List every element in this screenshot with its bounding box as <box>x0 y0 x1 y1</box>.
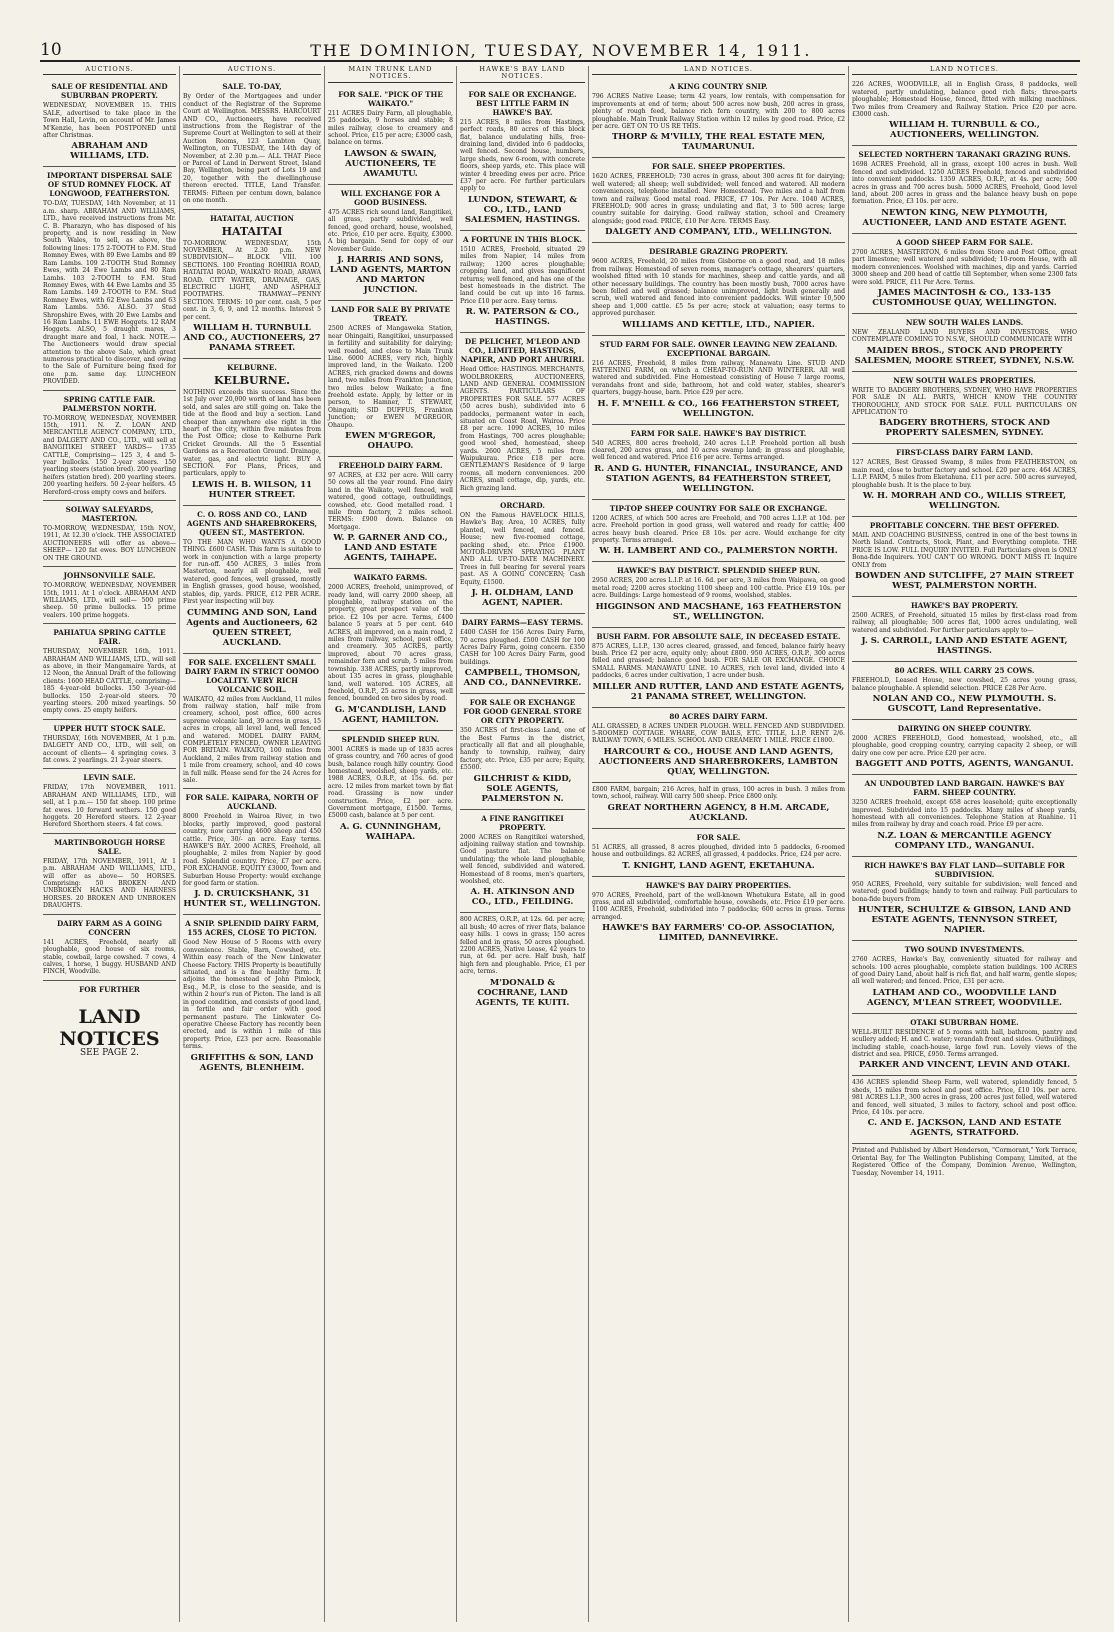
ad-body: 216 ACRES, Freehold, 8 miles from railway, Manawatu Line. STUD AND FATTENING FARM, on which a CHEAP-TO-RUN AND WINTERER. All well watered and subdivided. Fine Homestead consisting of House 7 large rooms, verandahs front and side, bathroom, hot and cold water, stables, shearer's quarters, buggy-house, barn. Price £29 per acre. <box>592 359 845 397</box>
column-header: HAWKE'S BAY LAND NOTICES. <box>460 66 585 83</box>
advertisement <box>183 506 321 654</box>
ad-body: 2000 ACRES, freehold, unimproved, of ready land, will carry 2000 sheep, all ploughable, railway station on the property, great prospect value of the price. £2 10s per acre. Terms, £400 balance 5 years at 5 per cent. 640 ACRES, all improved, on a main road, 2 miles from railway, school, post office, and creamery. 305 ACRES, partly improved, about 70 acres grass, remainder fern and scrub, 5 miles from township. 338 ACRES, partly improved, about 135 acres in grass, ploughable land, well watered. 105 ACRES, all freehold, O.R.P., 25 acres in grass, well fenced, bounded on two sides by road. <box>328 584 453 703</box>
advertisement <box>852 941 1077 1014</box>
ad-body: Good New House of 5 Rooms with every convenience. Stable, Barn, Cowshed, etc. Within easy reach of the New Linkwater Cheese Factory. THIS Property is beautifully situated, and is a fine healthy farm. It adjoins the homestead of John Pimlock, Esq., M.P., is close to the seaside, and is within 2 hour's run of Picton. The land is all in good condition, and consists of good land, in fertile and fair order with good permanent pasture. The Linkwater Co-operative Cheese Factory has recently been erected, and is within 1 mile of this property. Price, £23 per acre. Reasonable terms. <box>183 939 322 1051</box>
ad-heading: C. O. ROSS AND CO., LAND AGENTS AND SHAREBROKERS, QUEEN ST., MASTERTON. <box>186 509 318 537</box>
advertiser-name: T. KNIGHT, LAND AGENT, EKETAHUNA. <box>622 860 815 871</box>
column-header: MAIN TRUNK LAND NOTICES. <box>328 66 453 83</box>
ad-body: 540 ACRES, 800 acres freehold, 240 acres L.I.P. Freehold portion all bush cleared, 200 acres grass, and 10 acres swamp land; in grass and ploughable, well fenced and watered. Price £16 per acre. Terms arranged. <box>592 439 845 462</box>
page-number: 10 <box>40 40 62 60</box>
advertisement <box>183 789 321 915</box>
advertisement <box>852 314 1077 372</box>
advertiser-name: A. H. ATKINSON AND CO., LTD., FEILDING. <box>470 887 575 908</box>
ad-heading: TWO SOUND INVESTMENTS. <box>904 945 1025 955</box>
advertisement <box>328 457 453 569</box>
ad-body: 141 ACRES, Freehold, nearly all ploughable, good house of six rooms, stable, cowbail, large cowshed. 7 cows, 4 calves, 1 horse, 1 buggy. HUSBAND AND FINCH, Woodville. <box>43 938 176 976</box>
ad-heading: DAIRYING ON SHEEP COUNTRY. <box>897 724 1032 734</box>
ad-heading: UPPER HUTT STOCK SALE. <box>53 723 166 733</box>
ad-body: WELL-BUILT RESIDENCE of 5 rooms with hall, bathroom, pantry and scullery added; H. and C. water; verandah front and sides. Outbuildings, including stable, coach-house, large fowl run. Lovely views of the district and sea. PRICE, £950. Terms arranged. <box>852 1028 1077 1058</box>
advertiser-name: CAMPBELL, THOMSON, AND CO., DANNEVIRKE. <box>463 668 582 689</box>
advertisement <box>460 913 585 1012</box>
ad-body: TO-MORROW, WEDNESDAY, NOVEMBER 15th, 1911. At 1 o'clock. ABRAHAM AND WILLIAMS, LTD., will sell— 500 prime sheep. 50 prime bullocks. 15 prime vealers. 100 prime hoggets. <box>43 582 176 619</box>
ad-heading: LAND FOR SALE BY PRIVATE TREATY. <box>331 305 450 324</box>
advertisement <box>43 720 176 770</box>
advertiser-name: HUNTER, SCHULTZE & GIBSON, LAND AND ESTATE AGENTS, TENNYSON STREET, NAPIER. <box>858 905 1071 936</box>
column-1 <box>40 66 180 1622</box>
advertiser-name: GRIFFITHS & SON, LAND AGENTS, BLENHEIM. <box>190 1052 314 1073</box>
ad-heading: MARTINBOROUGH HORSE SALE. <box>54 837 165 856</box>
advertisement <box>43 834 176 915</box>
ad-heading: TIP-TOP SHEEP COUNTRY FOR SALE OR EXCHANGE. <box>609 503 828 513</box>
column-header: LAND NOTICES. <box>592 66 845 75</box>
ad-heading: LEVIN SALE. <box>83 773 136 783</box>
ad-heading: FOR SALE. EXCELLENT SMALL DAIRY FARM IN STRICT OOMOO LOCALITY. VERY RICH VOLCANIC SOIL. <box>184 657 320 694</box>
ad-heading: IMPORTANT DISPERSAL SALE OF STUD ROMNEY FLOCK. AT LONGWOOD, FEATHERSTON. <box>46 171 173 199</box>
advertisement <box>592 336 845 425</box>
ad-body: 97 ACRES, at £32 per acre. Will carry 50 cows all the year round. Fine dairy land in the Waikato, well fenced, well watered, good cottage, outbuildings, cowshed, etc. Good metalled road. 1 mile from factory, 2 miles school. TERMS: £900 down. Balance on Mortgage. <box>328 471 453 531</box>
ad-body: 211 ACRES Dairy Farm, all ploughable, 25 paddocks, 9 horses and stable; 8 miles railway, close to creamery and school. Price, £15 per acre; £3000 cash, balance on terms. <box>328 109 453 147</box>
ad-body: 226 ACRES, WOODVILLE, all in English Grass, 8 paddocks, well watered, partly undulating, balance good rich flats; three-parts ploughable; Homestead House, fenced, fitted with milking machines. Two miles from Creamery and Railway Station. Price £20 per acre. £3000 cash. <box>852 81 1077 119</box>
ad-body: WRITE TO BADGERY BROTHERS, SYDNEY, WHO HAVE PROPERTIES FOR SALE IN ALL PARTS, WHICH KNOW THE COUNTRY THOROUGHLY, AND STOCK FOR SALE. FULL PARTICULARS ON APPLICATION TO <box>852 386 1077 416</box>
ad-heading: DESIRABLE GRAZING PROPERTY. <box>649 247 788 257</box>
advertisement <box>852 1144 1077 1181</box>
ad-heading: FOR SALE. <box>696 832 741 842</box>
advertiser-name: J. D. CRUICKSHANK, 31 HUNTER ST., WELLINGTON. <box>183 889 321 910</box>
ad-heading: SALE OF RESIDENTIAL AND SUBURBAN PROPERTY. <box>51 82 168 101</box>
advertiser-name: HIGGINSON AND MACSHANE, 163 FEATHERSTON ST., WELLINGTON. <box>595 601 842 622</box>
advertiser-name: N.Z. LOAN & MERCANTILE AGENCY COMPANY LTD., WANGANUI. <box>877 830 1052 851</box>
ad-body: MAIL AND COACHING BUSINESS, centred in one of the best towns in North Island. Contracts, Stock, Plant, and Everything complete. THE PRICE IS LOW. FULL INQUIRY INVITED. Full Particulars given is ONLY Bona-fide Inquirers. YOU CAN'T GO WRONG. DON'T MISS IT. Inquire ONLY from <box>852 531 1077 569</box>
ad-heading: AN UNDOUBTED LAND BARGAIN. HAWKE'S BAY FARM. SHEEP COUNTRY. <box>864 779 1065 798</box>
ad-body: 796 ACRES Native Lease; term 42 years, low rentals, with compensation for improvements at end of term; about 500 acres now bush, 200 acres in grass, plenty of rough feed, balance rich fern country, with 200 to 800 acres ploughable. Main Trunk Railway Station within 12 miles by good road. Price, £2 per acre. GET ON TO US RE THIS. <box>592 93 845 131</box>
ad-body: 1620 ACRES, FREEHOLD; 730 acres in grass, about 300 acres fit for dairying; well watered; all sheep; well subdivided; well fenced and watered. All modern conveniences, telephone installed. New Homestead. Two miles and a half from town and railway. Good metal road. PRICE, £7 10s. Per Acre. 1040 ACRES, FREEHOLD; 900 acres in grass; undulating and flat, 3 to 500 acres; large country suitable for dairying. Good railway station, school and Creamery alongside; good road. PRICE, £10 Per Acre. TERMS Easy. <box>592 173 845 225</box>
ad-body: FRIDAY, 17th NOVEMBER, 1911, At 1 p.m. ABRAHAM AND WILLIAMS, LTD., will offer as above— 50 HORSES. Comprising: 50 BROKEN AND UNBROKEN HACKS AND HARNESS HORSES. 20 BROKEN AND UNBROKEN DRAUGHTS. <box>43 857 176 910</box>
ad-body: £400 CASH for 156 Acres Dairy Farm, 70 acres ploughed. £500 CASH for 100 Acres Dairy Farm, going concern. £350 CASH for 100 Acres Dairy Farm, good buildings. <box>460 629 585 666</box>
ad-body: THURSDAY, NOVEMBER 16th, 1911. ABRAHAM AND WILLIAMS, LTD., will sell as above, in their Mangamaire Yards, at 12 Noon, the Annual Draft of the following clients: 1600 HEAD CATTLE, comprising— 185 4-year-old bullocks. 150 3-year-old bullocks. 150 2-year-old steers. 70 yearling steers. 200 mixed yearlings. 50 empty cows. 25 empty heifers. <box>43 648 176 715</box>
ad-body: By Order of the Mortgagees and under conduct of the Registrar of the Supreme Court at Wellington. MESSRS. HARCOURT AND CO., Auctioneers, have received instructions from the Registrar of the Supreme Court at Wellington to sell at their Auction Rooms, 123 Lambton Quay, Wellington, on TUESDAY, the 14th day of November, at 2.30 p.m.— ALL THAT Piece or Parcel of Land in Derwent Street, Island Bay, Wellington, being part of Lots 19 and 20, together with the dwellinghouse thereon erected. TITLE, Land Transfer. TERMS: Fifteen per centum down, balance on one month. <box>183 93 321 205</box>
advertisement <box>183 210 321 359</box>
ad-body: Head Office: HASTINGS. MERCHANTS, WOOLBROKERS, AUCTIONEERS, LAND AND GENERAL COMMISSION AGENTS. PARTICULARS OF PROPERTIES FOR SALE. 577 ACRES (50 acres bush), subdivided into 6 paddocks, permanent water in each, situated on Coast Road, Wairoa. Price £8 per acre. 1090 ACRES, 10 miles from Hastings, 700 acres ploughable; good wool shed, homestead, sheep yards. 2600 ACRES, 5 miles from Waipukurau. Price £18 per acre. GENTLEMAN'S Residence of 9 large rooms, all modern conveniences. 200 ACRES, small cottage, dip, yards, etc. Rich grazing land. <box>460 366 585 492</box>
ad-heading: WAIKATO FARMS. <box>353 573 428 583</box>
advertisement <box>852 775 1077 857</box>
ad-body: 475 ACRES rich sound land, Rangitikei, all grass, partly subdivided, well fenced, good orchard, house, woolshed, etc. Price, £10 per acre. Equity, £3000. A big bargain. Send for copy of our November Guide. <box>328 208 453 253</box>
advertiser-name: MILLER AND RUTTER, LAND AND ESTATE AGENTS, 21 PANAMA STREET, WELLINGTON. <box>592 681 845 702</box>
advertisement <box>183 915 321 1077</box>
advertisement <box>460 231 585 333</box>
ad-heading: A GOOD SHEEP FARM FOR SALE. <box>896 237 1033 247</box>
ad-display-heading: KELBURNE. <box>214 373 290 387</box>
ad-body: 2950 ACRES, 200 acres L.I.P. at 16. 6d. per acre, 3 miles from Waipawa, on good metal road; 2200 acres stocking 1100 sheep and 100 cattle. Price £19 10s. per acre. Buildings: Large homestead of 9 rooms, woolshed, stables. <box>592 577 845 600</box>
advertiser-name: J. H. OLDHAM, LAND AGENT, NAPIER. <box>471 588 574 609</box>
column-6 <box>849 66 1080 1622</box>
advertisement <box>43 501 176 567</box>
advertisement <box>460 497 585 614</box>
ad-heading: SPLENDID SHEEP RUN. <box>341 734 440 744</box>
ad-body: 51 ACRES, all grassed, 8 acres ploughed, divided into 5 paddocks, 6-roomed house and outbuildings. 82 ACRES, all grassed, 4 paddocks. Price, £24 per acre. <box>592 843 845 859</box>
ad-body: WEDNESDAY, NOVEMBER 15. THIS SALE, advertised to take place in the Town Hall, Levin, on account of Mr. James M'Kenzie, has been POSTPONED until after Christmas. <box>43 102 176 140</box>
ad-heading: FOR SALE. KAIPARA, NORTH OF AUCKLAND. <box>185 793 319 812</box>
advertisement <box>328 301 453 457</box>
ad-body: 1200 ACRES, of which 500 acres are Freehold, and 700 acres L.I.P. at 10d. per acre. Freehold portion in good grass, well watered and ready for cattle; 400 acres heavy bush cleared. Price £8 10s. per acre. Would exchange for city property. Terms arranged. <box>592 514 845 544</box>
ad-heading: A FINE RANGITIKEI PROPERTY. <box>481 813 564 832</box>
advertisement <box>852 857 1077 941</box>
ad-body: 127 ACRES, Best Grassed Swamp, 8 miles from FEATHERSTON, on main road, close to butter factory and school. £20 per acre. 464 ACRES, L.I.P. FARM, 5 miles from Eketahuna. £11 per acre. 500 acres surveyed, ploughable bush. It is the place to buy. <box>852 459 1077 489</box>
ad-body: ON the Famous HAVELOCK HILLS, Hawke's Bay, Area, 10 ACRES, fully planted, well fenced, and fenced. House; new five-roomed cottage, packing shed, etc. Price £1900. MOTOR-DRIVEN SPRAYING PLANT AND ALL UP-TO-DATE MACHINERY. Trees in full bearing for several years past. AS A GOING CONCERN; Cash Equity, £1500. <box>460 512 585 586</box>
ad-body: 436 ACRES splendid Sheep Farm, well watered, splendidly fenced, 5 sheds, 15 miles from school and post office. Price, £10 10s. per acre. 981 ACRES L.I.P., 300 acres in grass, 200 acres just felled, well watered and fenced, well situated, 3 miles to factory, school and post office. Price, £4 10s. per acre. <box>852 1079 1077 1116</box>
advertiser-name: ABRAHAM AND WILLIAMS, LTD. <box>70 141 149 162</box>
ad-body: 8000 Freehold in Wairoa River, in two blocks, partly improved, good pastoral country, now carrying 4600 sheep and 450 cattle. Price, 30/- an acre. Easy terms. HAWKE'S BAY. 2000 ACRES, Freehold, all ploughable, 2 miles from Napier by good road. Splendid country. Price, £7 per acre. FOR EXCHANGE. EQUITY £3000, Town and Suburban House Property: would exchange for good farm or station. <box>183 813 321 888</box>
advertisement <box>460 614 585 694</box>
advertiser-name: WILLIAM H. TURNBULL AND CO., AUCTIONEERS, 27 PANAMA STREET. <box>183 322 321 353</box>
advertiser-name: LUNDON, STEWART, & CO., LTD., LAND SALESMEN, HASTINGS. <box>464 194 581 225</box>
advertisement <box>592 562 845 627</box>
ad-heading: A FORTUNE IN THIS BLOCK. <box>463 234 582 244</box>
column-3 <box>325 66 457 1622</box>
ad-heading: 80 ACRES DAIRY FARM. <box>669 711 768 721</box>
advertiser-name: J. HARRIS AND SONS, LAND AGENTS, MARTON AND MARTON JUNCTION. <box>329 255 452 296</box>
ad-heading: FIRST-CLASS DAIRY FARM LAND. <box>896 448 1033 458</box>
advertisement <box>852 234 1077 314</box>
advertiser-name: BADGERY BROTHERS, STOCK AND PROPERTY SALESMEN, SYDNEY. <box>879 418 1050 439</box>
advertisement <box>43 78 176 167</box>
advertisement <box>592 243 845 335</box>
ad-heading: SPRING CATTLE FAIR. PALMERSTON NORTH. <box>62 394 157 413</box>
ad-heading: SELECTED NORTHERN TARANAKI GRAZING RUNS. <box>858 150 1071 160</box>
ad-heading: PROFITABLE CONCERN. THE BEST OFFERED. <box>869 520 1060 530</box>
ad-heading: A KING COUNTRY SNIP. <box>669 82 768 92</box>
ad-body: TO-MORROW, WEDNESDAY, 15th NOV., 1911, At 12.30 o'clock. THE ASSOCIATED AUCTIONEERS will offer as above— SHEEP— 120 fat ewes. BOY LUNCHEON ON THE GROUND. <box>43 525 176 562</box>
advertiser-name: R. AND G. HUNTER, FINANCIAL, INSURANCE, AND STATION AGENTS, 84 FEATHERSTON STREET, WELLINGTON. <box>594 463 843 494</box>
ad-heading: SALE. TO-DAY, <box>222 82 282 92</box>
ad-heading: JOHNSONVILLE SALE. <box>63 571 156 581</box>
ad-body: 3250 ACRES freehold, except 658 acres leasehold; quite exceptionally improved. Subdivided into 15 paddocks. Many miles of sheep yards, homestead with all conveniences. Telephone Station at Ruahine. 11 miles from railway by dray and coach road. Price £9 per acre. <box>852 799 1077 829</box>
advertiser-name: JAMES MACINTOSH & CO., 133-135 CUSTOMHOUSE QUAY, WELLINGTON. <box>872 287 1057 308</box>
ad-body: £800 FARM, bargain; 216 Acres, half in grass, 100 acres in bush. 3 miles from town, school, railway. Will carry 500 sheep. Price £800 only. <box>592 785 845 801</box>
advertisement <box>43 981 176 1060</box>
advertisement <box>183 654 321 790</box>
ad-body: TO THE MAN WHO WANTS A GOOD THING. £600 CASH. This farm is suitable to work in conjunction with a large property for run-off. 450 ACRES, 3 miles from Masterton, nearly all ploughable, well watered, good fences, well grassed, mostly in English grasses, good house, woolshed, stables, dip, yards. PRICE, £12 PER ACRE. First year inspecting will buy. <box>183 538 321 606</box>
ad-heading: A SNIP. SPLENDID DAIRY FARM, 155 ACRES, CLOSE TO PICTON. <box>185 919 319 938</box>
ad-heading: 80 ACRES. WILL CARRY 25 COWS. <box>894 666 1035 676</box>
advertisement <box>460 810 585 914</box>
ad-body: NOTHING exceeds this success. Since the 1st July over 20,000 worth of land has been sold, and sales are still going on. Take the tide at the flood and buy a section. Land cheaper than anywhere else right in the heart of the city, within five minutes from the Post Office; close to Kelburne Park Cricket Grounds. All the 5 Essential Gardens as a Recreation Ground. Drainage, water, gas, and electric light. BUY A SECTION. For Plans, Prices, and particulars, apply to <box>183 388 321 478</box>
advertiser-name: NEWTON KING, NEW PLYMOUTH, AUCTIONEER, LAND AND ESTATE AGENT. <box>862 207 1067 228</box>
ad-body: 9600 ACRES, Freehold, 20 miles from Gisborne on a good road, and 18 miles from railway. Homestead of seven rooms, manager's cottage, shearers' quarters, woolshed fitted with 10 stands for machines, sheep and cattle yards, and all other necessary buildings. The country has been mostly bush, 7000 acres have been felled and well grassed; balance unimproved, light bush generally and scrub, well watered and fenced into convenient paddocks. Will winter 10,500 sheep and 1,000 cattle. £5 5s per acre; stock at valuation; easy terms to approved purchaser. <box>592 258 845 318</box>
advertiser-name: GILCHRIST & KIDD, SOLE AGENTS, PALMERSTON N. <box>473 773 572 804</box>
ad-body: 2000 ACRES FREEHOLD, Good homestead, woolshed, etc., all ploughable, good cropping country, carrying capacity 2 sheep, or will dairy one cow per acre. Price £20 per acre. <box>852 735 1077 757</box>
advertiser-name: C. AND E. JACKSON, LAND AND ESTATE AGENTS, STRATFORD. <box>867 1118 1062 1139</box>
advertiser-name: WILLIAM H. TURNBULL & CO., AUCTIONEERS, WELLINGTON. <box>889 120 1040 141</box>
advertisement <box>592 425 845 500</box>
advertisement <box>592 708 845 783</box>
ad-body: 2500 ACRES of Mangaweka Station, near Ohingaiti, Rangitikei, unsurpassed in fertility and suitability for dairying; well roaded, and close to Main Trunk Line. 6000 ACRES, very rich, highly improved land, in the Waikato. 1200 ACRES, rich gracked downs and downs land, two miles from Frankton Junction, two miles below Waikato; a fine freehold estate. Apply, by letter or in person, to Hamner, T. STEWART, Ohingaiti; SID DUFFUS, Frankton Junction; or EWEN M'GREGOR, Ohaupo. <box>328 325 453 429</box>
advertiser-name: CUMMING AND SON, Land Agents and Auctioneers, 62 QUEEN STREET, AUCKLAND. <box>186 607 318 648</box>
ad-body: 2000 ACRES on Rangitikei watershed, adjoining railway station and township. Good pasture flat. The balance undulating; the whole land ploughable, well fenced, subdivided and watered. Homestead of 8 rooms, men's quarters, woolshed, etc. <box>460 833 585 885</box>
ad-body: TO-MORROW, WEDNESDAY, NOVEMBER 15th, 1911. N. Z. LOAN AND MERCANTILE AGENCY COMPANY, LTD., and DALGETY AND CO., LTD., will sell at BANGITIKEI STREET YARDS— 1735 CATTLE, Comprising— 125 3, 4 and 5-year bullocks. 150 2-year steers. 150 yearling steers (station bred). 200 yearling heifers (station bred). 200 yearling steers. 200 yearling heifers. 50 2-year heifers. 45 Hereford-cross empty cows and heifers. <box>43 414 176 496</box>
ad-body: 2500 ACRES, of Freehold, situated 15 miles by first-class road from railway, all ploughable; 500 acres flat, 1000 acres undulating, well watered and subdivided. For further particulars apply to— <box>852 612 1077 634</box>
advertisement <box>460 86 585 231</box>
ad-body: 1510 ACRES, Freehold, situated 29 miles from Napier, 14 miles from railway; 1200 acres ploughable; cropping land, and gives magnificent returns; well fenced, and has one of the best homesteads in the district. The land could be cut up into 16 farms. Price £10 per acre. Easy terms. <box>460 245 585 305</box>
advertisement <box>592 500 845 563</box>
advertiser-name: W. H. LAMBERT AND CO., PALMERSTON NORTH. <box>599 546 838 557</box>
advertisement <box>852 1014 1077 1077</box>
ad-heading: BUSH FARM. FOR ABSOLUTE SALE, IN DECEASED ESTATE. <box>596 631 841 641</box>
column-header: LAND NOTICES. <box>852 66 1077 75</box>
advertisement <box>183 359 321 506</box>
ad-heading: KELBURNE. <box>227 362 277 372</box>
ad-heading: FOR SALE OR EXCHANGE. BEST LITTLE FARM IN HAWKE'S BAY. <box>468 89 577 117</box>
advertiser-name: BOWDEN AND SUTCLIFFE, 27 MAIN STREET WEST, PALMERSTON NORTH. <box>855 571 1074 591</box>
ad-body: ALL GRASSED, 8 ACRES UNDER PLOUGH. WELL FENCED AND SUBDIVIDED. 5-ROOMED COTTAGE. WHARE, COW BAILS, ETC. TITLE, L.I.P. RENT 2/6. RAILWAY TOWN, 6 MILES. SCHOOL AND CREAMERY 1 MILE. PRICE £1800. <box>592 722 845 745</box>
advertisement <box>328 86 453 185</box>
advertisement <box>852 146 1077 233</box>
advertiser-name: THORP & M'VILLY, THE REAL ESTATE MEN, TAUMARUNUI. <box>611 132 825 153</box>
advertiser-name: NOLAN AND CO., NEW PLYMOUTH. S. GUSCOTT, Land Representative. <box>872 694 1057 715</box>
advertisement <box>328 569 453 731</box>
ad-heading: PAHIATUA SPRING CATTLE FAIR. <box>53 628 166 647</box>
ad-heading: FOR SALE. SHEEP PROPERTIES. <box>652 162 785 172</box>
ad-body: Printed and Published by Albert Henderson, "Cormorant," York Terrace, Oriental Bay, for The Wellington Publishing Company, Limited, at the Registered Office of the Company, Dominion Avenue, Wellington, Tuesday, November 14, 1911. <box>852 1147 1077 1177</box>
ad-heading: FOR SALE. "PICK OF THE WAIKATO." <box>338 89 443 108</box>
advertisement <box>328 731 453 847</box>
advertiser-name: M'DONALD & COCHRANE, LAND AGENTS, TE KUITI. <box>475 977 570 1008</box>
ad-body: 350 ACRES of first-class Land, one of the Best Farms in the district, practically all flat and all ploughable, handy to township, railway, dairy factory, etc. Price, £35 per acre; Equity, £5500. <box>460 727 585 772</box>
ad-body: SEE PAGE 2. <box>79 1047 140 1058</box>
advertisement <box>592 158 845 243</box>
land-notices-display: LAND NOTICES <box>59 1005 160 1050</box>
advertiser-name: LAWSON & SWAIN, AUCTIONEERS, TE AWAMUTU. <box>344 148 437 179</box>
advertiser-name: DALGETY AND COMPANY, LTD., WELLINGTON. <box>605 227 832 238</box>
ad-heading: DE PELICHET, M'LEOD AND CO., LIMITED, HASTINGS, NAPIER, AND PORT AHURIRI. <box>460 337 585 365</box>
ad-display-heading: HATAITAI <box>221 224 283 238</box>
advertisement <box>43 624 176 720</box>
advertiser-name: G. M'CANDLISH, LAND AGENT, HAMILTON. <box>334 704 447 725</box>
ad-heading: FREEHOLD DAIRY FARM. <box>338 460 443 470</box>
ad-heading: OTAKI SUBURBAN HOME. <box>910 1017 1019 1027</box>
advertiser-name: J. S. CARROLL, LAND AND ESTATE AGENT, HASTINGS. <box>861 636 1068 657</box>
advertiser-name: LATHAM AND CO., WOODVILLE LAND AGENCY, M'LEAN STREET, WOODVILLE. <box>867 987 1062 1008</box>
ad-body: 2700 ACRES, MASTERTON, 6 miles from Store and Post Office, great part limestone; well watered and subdivided; 10-room House, with all modern conveniences. Woolshed with machines, dip and yards. Carried 3000 sheep and 200 head of cattle till September, when some 2300 fats were sold. PRICE, £11 Per Acre. Terms. <box>852 248 1077 286</box>
ad-body: 3001 ACRES is made up of 1835 acres of grass country, and 760 acres of good bush, balance rough hilly country. Good homestead, woolshed, sheep yards, etc. 1988 ACRES, O.R.P., at 15s. 6d. per acre. 12 miles from market town by flat road. Grassing is now under construction. Price, £2 per acre. Government mortgage, £1500. Terms, £5000 cash, balance at 5 per cent. <box>328 745 453 820</box>
ad-body: THURSDAY, 16th NOVEMBER, At 1 p.m. DALGETY AND CO., LTD., will sell, on account of clients— 4 springing cows. 3 fat cows. 2 yearlings. 21 2-year steers. <box>43 734 176 764</box>
advertisement <box>592 628 845 708</box>
ad-body: 970 ACRES, Freehold, part of the well-known Whetukura Estate, all in good grass, and all subdivided, comfortable house, cowsheds, etc. Price £19 per acre. 1100 ACRES, Freehold, subdivided into 7 paddocks; 600 acres in grass. Terms arranged. <box>592 891 845 921</box>
ad-heading: HAWKE'S BAY DISTRICT. SPLENDID SHEEP RUN. <box>617 566 820 576</box>
ad-body: TO-MORROW. WEDNESDAY, 15th NOVEMBER, At 2.30 p.m. NEW SUBDIVISION— BLOCK VIII. 100 SECTIONS. 100 Fronting ROHIRIA ROAD, HATAITAI ROAD, WAIKATO ROAD, ARAWA ROAD. CITY WATER, DRAINAGE, GAS, ELECTRIC LIGHT, AND ASPHALT FOOTPATHS. TRAMWAY—PENNY SECTION. TERMS: 10 per cent. cash, 5 per cent. in 3, 6, 9, and 12 months. Interest 5 per cent. <box>183 239 321 321</box>
advertiser-name: BAGGETT AND POTTS, AGENTS, WANGANUI. <box>855 759 1074 770</box>
ad-body: FRIDAY, 17th NOVEMBER, 1911. ABRAHAM AND WILLIAMS, LTD., will sell, at 1 p.m.— 150 fat sheep. 100 prime fat ewes. 10 forward wethers. 150 good hoggets. 20 Hereford steers. 12 2-year Hereford Shorthorn steers. 4 fat cows. <box>43 784 176 829</box>
ad-body: NEW ZEALAND LAND BUYERS AND INVESTORS, WHO CONTEMPLATE COMING TO N.S.W., SHOULD COMMUNICATE WITH <box>852 328 1077 344</box>
newspaper-title: THE DOMINION, TUESDAY, NOVEMBER 14, 1911. <box>310 41 812 60</box>
advertisement <box>43 769 176 833</box>
ad-body: 215 ACRES, 8 miles from Hastings, perfect roads, 80 acres of this block flat, balance undulating hills, free-draining land, divided into 6 paddocks, well fenced. Second house, numbers, large sheds, new 6-room, with concrete floors, sheep yards, etc. This place will winter 4 breeding ewes per acre. Price £37 per acre. For further particulars apply to <box>460 118 585 193</box>
advertiser-name: EWEN M'GREGOR, OHAUPO. <box>345 430 436 451</box>
advertiser-name: PARKER AND VINCENT, LEVIN AND OTAKI. <box>858 1060 1071 1071</box>
advertiser-name: W. H. MORRAH AND CO., WILLIS STREET, WELLINGTON. <box>862 490 1067 511</box>
advertisement <box>852 662 1077 720</box>
ad-body: FREEHOLD, Leased House, new cowshed, 25 acres young grass, balance ploughable. A splendid selection. PRICE £28 Per Acre. <box>852 677 1077 692</box>
ad-heading: HATAITAI, AUCTION <box>210 213 294 223</box>
advertisement <box>43 391 176 501</box>
ad-heading: HAWKE'S BAY DAIRY PROPERTIES. <box>645 880 792 890</box>
advertisement <box>852 372 1077 445</box>
advertisement <box>43 167 176 390</box>
advertiser-name: A. G. CUNNINGHAM, WAIHAPA. <box>339 821 442 842</box>
ad-heading: DAIRY FARM AS A GOING CONCERN <box>56 918 163 937</box>
advertiser-name: LEWIS H. B. WILSON, 11 HUNTER STREET. <box>191 479 313 500</box>
advertisement <box>852 444 1077 517</box>
advertisement <box>852 597 1077 662</box>
ad-body: TO-DAY, TUESDAY, 14th November, at 11 a.m. sharp. ABRAHAM AND WILLIAMS, LTD., have received instructions from Mr. C. B. Pharazyn, who has disposed of his property, and is now residing in New South Wales, to sell, as above, the following lines: 175 2-TOOTH to F.M. Stud Romney Ewes, with 89 Ewe Lambs and 89 Ram Lambs. 109 2-TOOTH Stud Romney Ewes, with 24 Ewe Lambs and 80 Ram Lambs. 103 2-TOOTH to F.M. Stud Romney Ewes, with 44 Ewe Lambs and 35 Ram Lambs. 149 2-TOOTH to F.M. Stud Romney Ewes, with 62 Ewe Lambs and 63 Ram Lambs. 536. ALSO. 37 Stud Shropshire Ewes, with 20 Ewe Lambs and 16 Ram Lambs. 11 EWE Hoggets. 12 RAM Hoggets. ALSO, 5 draught mares, 3 draught mare and foal, 1 hack. NOTE.—The Auctioneers would draw special attention to the above Sale, which great numerous practical to discover, and owing to the Sale of Furniture being fixed for one p.m. same day. LUNCHEON PROVIDED. <box>43 200 176 386</box>
column-2 <box>180 66 325 1622</box>
ad-heading: FOR SALE OR EXCHANGE FOR GOOD GENERAL STORE OR CITY PROPERTY. <box>463 698 582 726</box>
advertisement <box>460 333 585 497</box>
advertiser-name: H. F. M'NEILL & CO., 166 FEATHERSTON STREET, WELLINGTON. <box>597 398 840 419</box>
advertiser-name: WILLIAMS AND KETTLE, LTD., NAPIER. <box>622 319 815 330</box>
ad-body: 875 ACRES, L.I.P., 130 acres cleared, grassed, and fenced, balance fairly heavy bush. Price £2 per acre, equity only; about £800. 950 ACRES, O.R.P., 300 acres felled and grassed; balance good bush. FOR SALE OR EXCHANGE. CHOICE SMALL FARMS. MANAWATU LINE. 10 ACRES, rich level land, divided into 4 paddocks, 6 acres under cultivation, 1 acre under bush. <box>592 642 845 680</box>
ad-heading: NEW SOUTH WALES LANDS. <box>905 317 1024 327</box>
advertisement <box>43 915 176 981</box>
column-header: AUCTIONS. <box>43 66 176 75</box>
advertisement <box>852 720 1077 775</box>
advertisement <box>852 1076 1077 1144</box>
advertisement <box>592 877 845 949</box>
ad-heading: FOR FURTHER <box>79 984 140 994</box>
ad-heading: RICH HAWKE'S BAY FLAT LAND—SUITABLE FOR SUBDIVISION. <box>864 860 1065 879</box>
column-header: AUCTIONS. <box>183 66 321 75</box>
advertisement <box>852 78 1077 146</box>
advertisement <box>852 517 1077 597</box>
ad-heading: ORCHARD. <box>500 501 545 511</box>
advertiser-name: R. W. PATERSON & CO., HASTINGS. <box>465 307 580 328</box>
advertisement <box>592 783 845 829</box>
ad-heading: WILL EXCHANGE FOR A GOOD BUSINESS. <box>340 188 441 207</box>
ad-heading: NEW SOUTH WALES PROPERTIES. <box>893 375 1036 385</box>
ad-heading: FARM FOR SALE. HAWKE'S BAY DISTRICT. <box>630 428 807 438</box>
newspaper-columns <box>40 66 1080 1622</box>
advertisement <box>460 694 585 809</box>
advertisement <box>183 78 321 209</box>
ad-heading: STUD FARM FOR SALE. OWNER LEAVING NEW ZEALAND. EXCEPTIONAL BARGAIN. <box>599 339 838 358</box>
ad-heading: HAWKE'S BAY PROPERTY. <box>910 601 1019 610</box>
advertiser-name: GREAT NORTHERN AGENCY, 8 H.M. ARCADE, AUCKLAND. <box>607 802 830 823</box>
column-5 <box>589 66 849 1622</box>
advertisement <box>592 829 845 877</box>
ad-body: WAIKATO, 42 miles from Auckland, 11 miles from railway station, half mile from creamery, school, post office, 600 acres supreme volcanic land, 39 acres in grass, 15 acres in crops, all level land, well fenced and watered. MODEL DAIRY FARM, COMPLETELY FENCED, OWNER LEAVING FOR BRITAIN. WAIKATO, 100 miles from Auckland, 2 miles from railway station and 1 mile from creamery, school, and 40 cows in full milk. Please send for the 24 Acres for sale. <box>183 695 321 784</box>
advertisement <box>43 567 176 624</box>
ad-body: 1698 ACRES Freehold, all in grass, except 100 acres in bush. Well fenced and subdivided. 1250 ACRES Freehold, fenced and subdivided into convenient paddocks. 1359 ACRES, O.R.P., at 4s. per acre; 500 acres in grass and 700 acres bush. 5000 ACRES, Freehold, Good level land, about 200 acres in grass and the balance heavy bush on pope formation. Price, £3 10s. per acre. <box>852 161 1077 206</box>
ad-body: 2760 ACRES, Hawke's Bay, conveniently situated for railway and schools. 100 acres ploughable, complete station buildings. 100 ACRES of good Dairy Land, about half is rich flat, and half warm, gentle slopes; all well watered; and fenced. Price, £31 per acre. <box>852 956 1077 986</box>
advertiser-name: W. P. GARNER AND CO., LAND AND ESTATE AGENTS, TAIHAPE. <box>333 533 448 564</box>
column-4 <box>457 66 589 1622</box>
ad-body: 800 ACRES, O.R.P., at 12s. 6d. per acre; all bush; 40 acres of river flats, balance easy hills. 1 cows in grass; 150 acres felled and in grass, 50 acres ploughed. 2200 ACRES, Native Lease, 42 years to run, at 6d. per acre. Half bush, half high fern and ploughable. Price, £1 per acre, terms. <box>460 916 585 976</box>
ad-heading: DAIRY FARMS—EASY TERMS. <box>461 618 584 628</box>
advertisement <box>328 185 453 301</box>
advertisement <box>592 78 845 158</box>
advertiser-name: MAIDEN BROS., STOCK AND PROPERTY SALESMEN, MOORE STREET, SYDNEY, N.S.W. <box>854 345 1075 366</box>
masthead <box>40 38 1080 62</box>
ad-heading: SOLWAY SALEYARDS, MASTERTON. <box>65 505 154 524</box>
advertiser-name: HAWKE'S BAY FARMERS' CO-OP. ASSOCIATION, LIMITED, DANNEVIRKE. <box>602 923 835 944</box>
advertiser-name: HARCOURT & CO., HOUSE AND LAND AGENTS, AUCTIONEERS AND SHAREBROKERS, LAMBTON QUAY, WELLINGTON. <box>598 746 839 777</box>
ad-body: 950 ACRES, Freehold, very suitable for subdivision; well fenced and watered; good buildings; handy to town and railway. Full particulars to bona-fide buyers from <box>852 880 1077 903</box>
